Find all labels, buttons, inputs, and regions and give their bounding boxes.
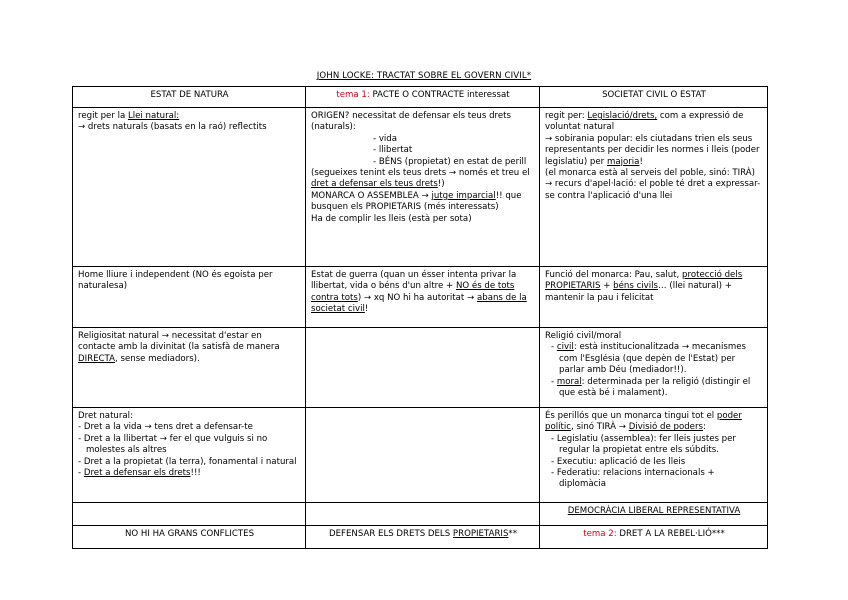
table-row	[73, 503, 768, 526]
cell-rebel-lio: tema 2: DRET A LA REBEL·LIÓ***	[540, 526, 768, 549]
cell-democracia: DEMOCRÀCIA LIBERAL REPRESENTATIVA	[540, 503, 768, 526]
cell-divisio-poders: És perillós que un monarca tingui tot el poder polític, sinó TIRÀ → Divisió de poders: - Legislatiu (assemblea): fer lleis justes per regular la propietat entre els súbdits. - Executiu: aplicació de les lleis - Federatiu: relacions internacionals + diplomàcia	[540, 408, 768, 503]
table-row	[73, 328, 768, 408]
cell-empty	[306, 408, 540, 503]
comparison-table	[72, 86, 768, 549]
cell-empty	[306, 328, 540, 408]
cell-empty	[306, 503, 540, 526]
cell-llei-natural: regit per la Llei natural: → drets naturals (basats en la raó) reflectits	[73, 108, 306, 267]
table-row	[73, 267, 768, 328]
table-row	[73, 108, 768, 267]
table-row	[73, 526, 768, 549]
cell-no-conflictes: NO HI HA GRANS CONFLICTES	[73, 526, 306, 549]
page-title: JOHN LOCKE: TRACTAT SOBRE EL GOVERN CIVIL*	[316, 71, 532, 81]
table-row	[73, 408, 768, 503]
cell-dret-natural: Dret natural: - Dret a la vida → tens dret a defensar-te - Dret a la llibertat → fer el que vulguis si no molestes als altres - Dret a la propietat (la terra), fonamental i natural - Dret a defensar els drets!!!	[73, 408, 306, 503]
cell-origen: ORIGEN? necessitat de defensar els teus drets (naturals): - vida - llibertat - BÉNS (propietat) en estat de perill (segueixes tenint els teus drets → només et treu el dret a defensar els teus drets!) MONARCA O ASSEMBLEA → jutge imparcial!! que busquen els PROPIETARIS (més interessats) Ha de complir les lleis (està per sota)	[306, 108, 540, 267]
cell-religio-civil: Religió civil/moral - civil: està institucionalitzada → mecanismes com l'Església (que depèn de l'Estat) per parlar amb Déu (mediador!!). - moral: determinada per la religió (distingir el que està bé i malament).	[540, 328, 768, 408]
cell-empty	[73, 503, 306, 526]
cell-home-lliure: Home lliure i independent (NO és egoista per naturalesa)	[73, 267, 306, 328]
cell-defensar-drets: DEFENSAR ELS DRETS DELS PROPIETARIS**	[306, 526, 540, 549]
header-estat-natura: ESTAT DE NATURA	[73, 87, 306, 108]
cell-religiositat: Religiositat natural → necessitat d'estar en contacte amb la divinitat (la satisfà de manera DIRECTA, sense mediadors).	[73, 328, 306, 408]
header-row	[73, 87, 768, 108]
header-societat-civil: SOCIETAT CIVIL O ESTAT	[540, 87, 768, 108]
cell-legislacio: regit per: Legislació/drets, com a expressió de voluntat natural → sobirania popular: els ciutadans trien els seus representants per decidir les normes i lleis (poder legislatiu) per majoria! (el monarca està al serveis del poble, sinó: TIRÀ) → recurs d'apel·lació: el poble té dret a expressar-se contra l'aplicació d'una llei	[540, 108, 768, 267]
cell-funcio-monarca: Funció del monarca: Pau, salut, protecció dels PROPIETARIS + béns civils… (llei natural) + mantenir la pau i felicitat	[540, 267, 768, 328]
cell-estat-guerra: Estat de guerra (quan un ésser intenta privar la llibertat, vida o béns d'un altre + NO és de tots contra tots) → xq NO hi ha autoritat → abans de la societat civil!	[306, 267, 540, 328]
header-pacte: tema 1: PACTE O CONTRACTE interessat	[306, 87, 540, 108]
